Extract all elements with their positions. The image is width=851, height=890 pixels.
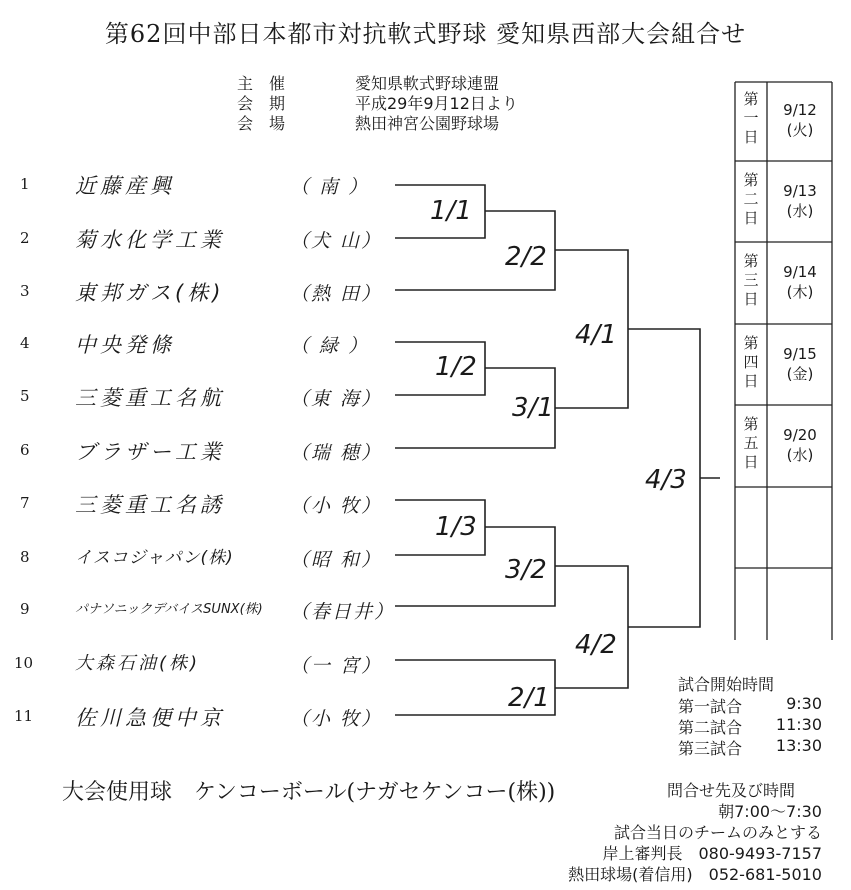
game-label: 1/3 [435, 512, 477, 542]
start-time-label: 第一試合 [678, 697, 743, 716]
schedule-day: 第三日 [743, 252, 759, 308]
team-number: 3 [20, 282, 30, 300]
team-name: 菊水化学工業 [75, 228, 225, 252]
schedule-date: 9/13 [783, 182, 817, 200]
team-number: 5 [20, 387, 30, 405]
game-label: 4/2 [575, 630, 617, 660]
team-region: （春日井） [290, 601, 396, 623]
game-label: 2/2 [505, 242, 547, 272]
team-name: 大森石油(株) [75, 653, 201, 674]
team-number: 10 [14, 654, 34, 672]
game-label: 4/1 [575, 320, 617, 350]
game-label: 3/1 [512, 393, 554, 423]
info-label-organizer: 主 催 [237, 74, 286, 93]
team-number: 7 [20, 494, 30, 512]
contact-stadium: 熱田球場(着信用) 052-681-5010 [568, 865, 822, 884]
team-name: 三菱重工名誘 [75, 493, 225, 517]
team-region: （小 牧） [290, 708, 383, 730]
team-name: 近藤産興 [75, 174, 175, 198]
info-label-period: 会 期 [237, 94, 286, 113]
contact-time: 朝7:00〜7:30 [718, 802, 822, 821]
schedule-weekday: (水) [786, 446, 814, 464]
team-number: 1 [20, 175, 30, 193]
schedule-weekday: (水) [786, 202, 814, 220]
team-number: 9 [20, 600, 30, 618]
team-name: 中央発條 [75, 333, 175, 357]
team-region: （昭 和） [290, 549, 383, 571]
info-value-venue: 熱田神宮公園野球場 [355, 114, 500, 133]
schedule-day: 第四日 [743, 334, 759, 390]
schedule-date: 9/20 [783, 426, 817, 444]
game-label: 4/3 [645, 465, 687, 495]
team-name: 東邦ガス(株) [75, 281, 225, 305]
team-region: （一 宮） [290, 655, 383, 677]
start-time-value: 11:30 [775, 715, 822, 734]
team-name: 三菱重工名航 [75, 386, 225, 410]
schedule-weekday: (木) [786, 283, 814, 301]
team-number: 8 [20, 548, 30, 566]
start-time-value: 9:30 [786, 694, 822, 713]
team-region: （熱 田） [290, 283, 383, 305]
start-time-label: 第二試合 [678, 718, 743, 737]
team-region: （ 南 ） [290, 176, 370, 198]
page-title: 第62回中部日本都市対抗軟式野球 愛知県西部大会組合せ [104, 20, 747, 48]
team-region: （ 緑 ） [290, 335, 370, 357]
schedule-day: 第五日 [743, 415, 759, 471]
schedule-day: 第一日 [743, 90, 759, 146]
team-number: 11 [14, 707, 34, 725]
game-label: 2/1 [508, 683, 550, 713]
team-name: 佐川急便中京 [75, 706, 225, 730]
schedule-date: 9/12 [783, 101, 817, 119]
team-number: 4 [20, 334, 30, 352]
team-region: （瑞 穂） [290, 442, 383, 464]
schedule-weekday: (金) [786, 365, 814, 383]
team-name: イスコジャパン(株) [75, 548, 234, 568]
start-time-value: 13:30 [775, 736, 822, 755]
game-label: 3/2 [505, 555, 547, 585]
info-label-venue: 会 場 [237, 114, 286, 133]
contact-heading: 問合せ先及び時間 [667, 781, 796, 800]
info-value-organizer: 愛知県軟式野球連盟 [355, 74, 500, 93]
official-ball: 大会使用球 ケンコーボール(ナガセケンコー(株)) [62, 780, 556, 805]
team-name: パナソニックデバイスSUNX(株) [75, 602, 263, 617]
contact-note: 試合当日のチームのみとする [613, 823, 822, 842]
contact-person: 岸上審判長 080-9493-7157 [602, 844, 822, 863]
game-label: 1/1 [430, 196, 472, 226]
schedule-day: 第二日 [743, 171, 759, 227]
team-name: ブラザー工業 [75, 440, 225, 464]
team-region: （東 海） [290, 388, 383, 410]
info-value-period: 平成29年9月12日より [355, 94, 518, 113]
game-label: 1/2 [435, 352, 477, 382]
start-times-heading: 試合開始時間 [678, 675, 775, 694]
team-number: 2 [20, 229, 30, 247]
schedule-date: 9/15 [783, 345, 817, 363]
start-time-label: 第三試合 [678, 739, 743, 758]
team-region: （小 牧） [290, 495, 383, 517]
schedule-weekday: (火) [786, 121, 814, 139]
schedule-date: 9/14 [783, 263, 817, 281]
team-number: 6 [20, 441, 30, 459]
team-region: （犬 山） [290, 230, 383, 252]
